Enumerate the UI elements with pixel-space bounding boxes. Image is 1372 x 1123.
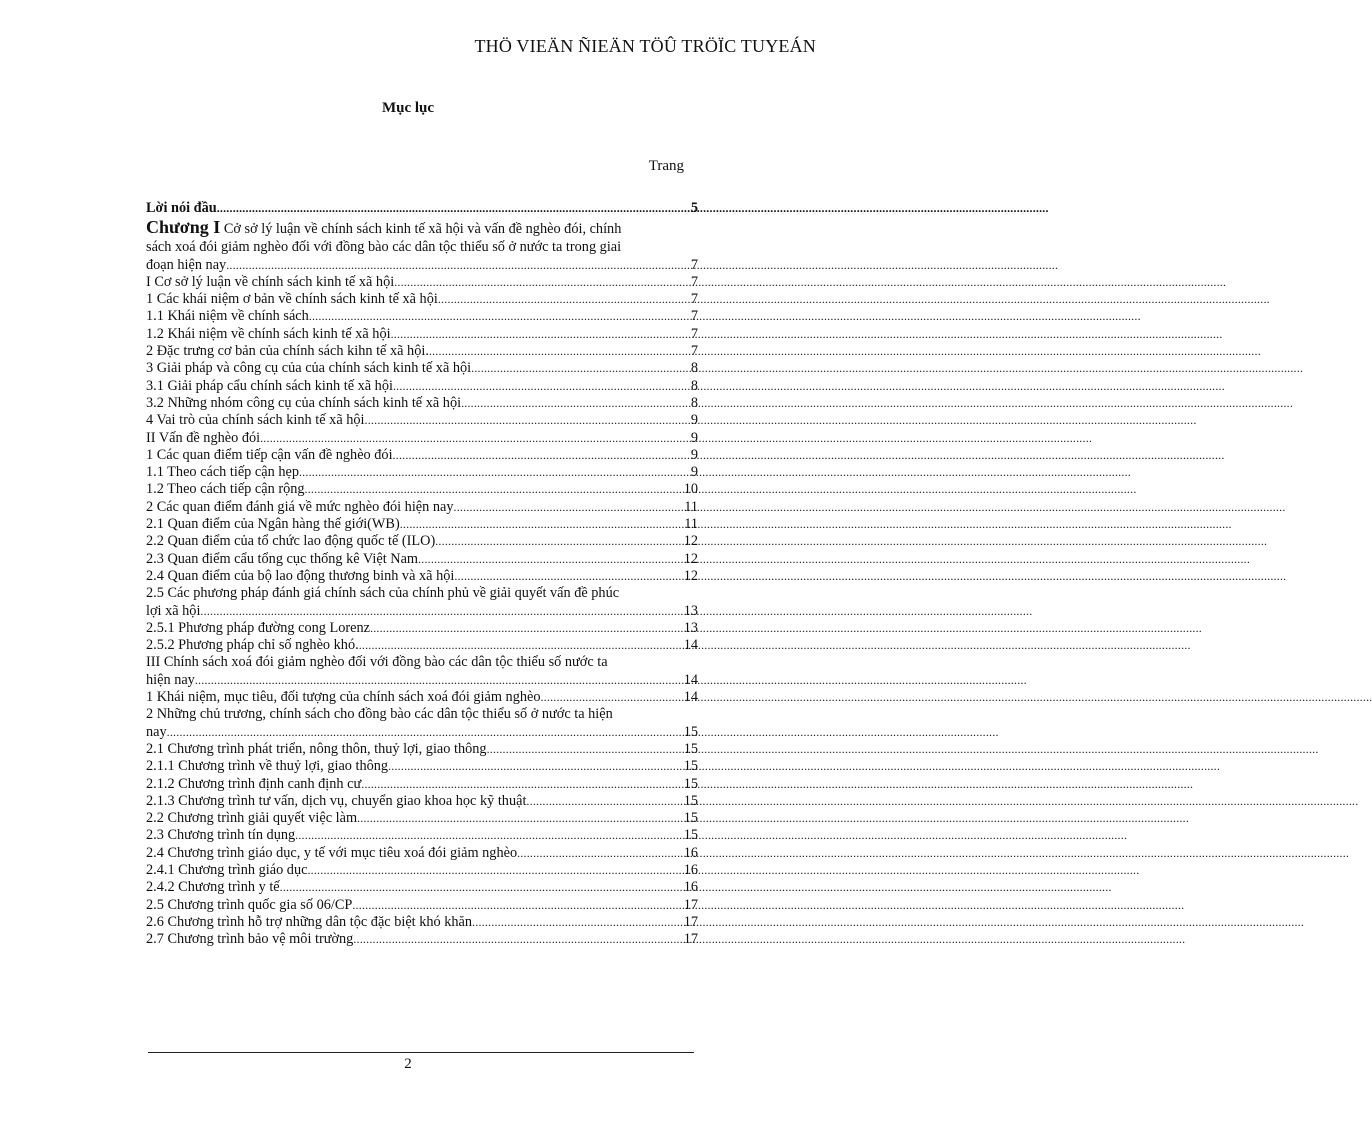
table-of-contents <box>146 200 698 948</box>
toc-label: 2.5.1 Phương pháp đường cong Lorenz <box>146 619 370 636</box>
dot-leader <box>472 914 683 931</box>
toc-label: 2 Đặc trưng cơ bản của chính sách kihn tế xã hội. <box>146 343 429 360</box>
toc-line <box>146 603 698 620</box>
toc-page: 17 <box>683 913 698 930</box>
toc-entry[interactable] <box>146 897 698 914</box>
toc-page: 15 <box>683 827 698 844</box>
dot-leader <box>526 793 682 810</box>
dot-leader <box>280 879 683 896</box>
toc-label: 2.4.1 Chương trình giáo dục <box>146 861 308 878</box>
toc-page: 12 <box>683 533 698 550</box>
toc-label: 2.5 Chương trình quốc gia số 06/CP <box>146 896 353 913</box>
toc-entry[interactable] <box>146 378 698 395</box>
page-column-label: Trang <box>648 158 684 174</box>
toc-page: 7 <box>690 308 698 325</box>
toc-label: 1 Các quan điểm tiếp cận vấn đề nghèo đói <box>146 446 393 463</box>
toc-label: 2.4 Quan điểm của bộ lao động thương binh và xã hội <box>146 567 455 584</box>
toc-label: Lời nói đầu <box>146 200 217 216</box>
toc-page: 7 <box>690 325 698 342</box>
toc-label: 2.4 Chương trình giáo dục, y tế với mục tiêu xoá đói giảm nghèo <box>146 844 518 861</box>
toc-label: 2.2 Chương trình giải quyết việc làm <box>146 810 358 827</box>
toc-entry-2-5[interactable] <box>146 585 698 620</box>
toc-entry[interactable] <box>146 464 698 481</box>
toc-label: 2.1.1 Chương trình về thuỷ lợi, giao thông <box>146 758 389 775</box>
toc-page: 15 <box>683 775 698 792</box>
toc-page: 7 <box>690 273 698 290</box>
dot-leader <box>357 810 683 827</box>
dot-leader <box>370 620 683 637</box>
toc-page: 17 <box>683 931 698 948</box>
dot-leader <box>461 395 690 412</box>
toc-line: sách xoá đói giảm nghèo đối với đồng bào các dân tộc thiểu số ở nước ta trong giai <box>146 239 622 256</box>
toc-entry[interactable] <box>146 776 698 793</box>
toc-label: nay <box>146 723 167 740</box>
toc-entry-2b[interactable] <box>146 706 698 741</box>
dot-leader <box>167 724 683 741</box>
toc-label: II Vấn đề nghèo đói <box>146 429 261 446</box>
toc-entry[interactable] <box>146 810 698 827</box>
page-number: 2 <box>404 1056 412 1072</box>
dot-leader <box>361 776 682 793</box>
toc-label: 2 Các quan điểm đánh giá về mức nghèo đói hiện nay <box>146 498 454 515</box>
toc-label: 2.1.2 Chương trình định canh định cư <box>146 775 362 792</box>
dot-leader <box>454 499 684 516</box>
dot-leader <box>418 551 683 568</box>
toc-label: 2.6 Chương trình hỗ trợ những dân tộc đặc biệt khó khăn <box>146 913 473 930</box>
toc-label: 1.1 Khái niệm về chính sách <box>146 308 309 325</box>
toc-label: 2.1.3 Chương trình tư vấn, dịch vụ, chuyển giao khoa học kỹ thuật <box>146 792 527 809</box>
dot-leader <box>299 464 690 481</box>
toc-label: 1 Khái niệm, mục tiêu, đối tượng của chính sách xoá đói giảm nghèo <box>146 689 541 706</box>
dot-leader <box>391 326 690 343</box>
toc-page: 15 <box>683 810 698 827</box>
toc-entry[interactable] <box>146 499 698 516</box>
dot-leader <box>260 430 690 447</box>
toc-label: 2.3 Chương trình tín dụng <box>146 827 296 844</box>
toc-page: 16 <box>683 861 698 878</box>
toc-entry[interactable] <box>146 568 698 585</box>
toc-entry[interactable] <box>146 481 698 498</box>
toc-page: 8 <box>690 377 698 394</box>
dot-leader <box>400 516 684 533</box>
toc-page: 13 <box>683 619 698 636</box>
toc-entry[interactable] <box>146 326 698 343</box>
toc-line: III Chính sách xoá đói giảm nghèo đối với đồng bào các dân tộc thiểu số nước ta <box>146 654 608 671</box>
toc-entry[interactable] <box>146 862 698 879</box>
toc-entry[interactable] <box>146 551 698 568</box>
toc-page: 8 <box>690 394 698 411</box>
dot-leader <box>429 343 690 360</box>
dot-leader <box>388 758 683 775</box>
toc-entry[interactable] <box>146 412 698 429</box>
toc-page: 7 <box>690 343 698 360</box>
toc-page: 7 <box>690 256 698 273</box>
toc-page: 16 <box>683 879 698 896</box>
dot-leader <box>438 291 690 308</box>
toc-entry[interactable] <box>146 758 698 775</box>
toc-page: 7 <box>690 291 698 308</box>
toc-label: 4 Vai trò của chính sách kinh tế xã hội <box>146 412 365 429</box>
toc-entry[interactable] <box>146 827 698 844</box>
toc-label: 1.1 Theo cách tiếp cận hẹp <box>146 464 299 481</box>
dot-leader <box>226 257 690 274</box>
toc-line <box>146 217 698 239</box>
toc-page: 15 <box>683 740 698 757</box>
toc-entry[interactable] <box>146 689 698 706</box>
toc-label: 1.2 Khái niệm về chính sách kinh tế xã hội <box>146 325 391 342</box>
footer-rule <box>148 1052 694 1053</box>
toc-page: 10 <box>683 481 698 498</box>
toc-entry[interactable] <box>146 430 698 447</box>
dot-leader <box>487 741 683 758</box>
toc-label: 2.2 Quan điểm của tổ chức lao động quốc tế (ILO) <box>146 533 436 550</box>
dot-leader <box>393 378 690 395</box>
toc-entry-III[interactable] <box>146 654 698 689</box>
toc-page: 8 <box>690 360 698 377</box>
toc-label: 1 Các khái niệm ơ bản về chính sách kinh tế xã hội <box>146 291 438 308</box>
toc-line <box>146 672 698 689</box>
dot-leader <box>393 447 690 464</box>
toc-label: 2.4.2 Chương trình y tế <box>146 879 280 896</box>
dot-leader <box>305 481 683 498</box>
toc-page: 17 <box>683 896 698 913</box>
toc-entry[interactable] <box>146 741 698 758</box>
dot-leader <box>217 200 690 217</box>
dot-leader <box>200 603 682 620</box>
toc-entry-intro[interactable] <box>146 200 698 217</box>
toc-label: 2.5.2 Phương pháp chỉ số nghèo khó. <box>146 637 359 654</box>
toc-entry[interactable] <box>146 291 698 308</box>
toc-label: 3.1 Giải pháp cẩu chính sách kinh tế xã hội <box>146 377 393 394</box>
toc-line: 2.5 Các phương pháp đánh giá chính sách của chính phủ về giải quyết vấn đề phúc <box>146 585 620 602</box>
dot-leader <box>309 308 690 325</box>
toc-page: 9 <box>690 429 698 446</box>
toc-page: 11 <box>684 516 698 533</box>
toc-label: 2.3 Quan điểm cẩu tổng cục thống kê Việt Nam <box>146 550 419 567</box>
toc-label: 2.1 Quan điểm của Ngân hàng thế giới(WB) <box>146 516 400 533</box>
toc-line <box>146 724 698 741</box>
dot-leader <box>471 360 690 377</box>
dot-leader <box>454 568 682 585</box>
toc-label: 2.1 Chương trình phát triển, nông thôn, thuỷ lợi, giao thông <box>146 740 487 757</box>
toc-entry[interactable] <box>146 879 698 896</box>
toc-page: 15 <box>683 758 698 775</box>
toc-entry[interactable] <box>146 931 698 948</box>
dot-leader <box>365 412 690 429</box>
toc-page: 14 <box>683 689 698 706</box>
toc-page: 9 <box>690 412 698 429</box>
toc-entry[interactable] <box>146 914 698 931</box>
toc-entry[interactable] <box>146 395 698 412</box>
chapter-label: Chương I <box>146 217 221 238</box>
toc-label: I Cơ sở lý luận về chính sách kinh tế xã hội <box>146 273 395 290</box>
dot-leader <box>307 862 682 879</box>
dot-leader <box>394 274 690 291</box>
toc-label: hiện nay <box>146 671 195 688</box>
toc-page: 15 <box>683 723 698 740</box>
toc-entry[interactable] <box>146 793 698 810</box>
toc-page: 5 <box>690 200 698 216</box>
running-header: THÖ VIEÄN ÑIEÄN TÖÛ TRÖÏC TUYEÁN <box>474 36 816 56</box>
toc-entry[interactable] <box>146 620 698 637</box>
toc-page: 12 <box>683 550 698 567</box>
toc-entry[interactable] <box>146 343 698 360</box>
toc-page: 9 <box>690 446 698 463</box>
toc-page: 14 <box>683 637 698 654</box>
dot-leader <box>353 931 682 948</box>
dot-leader <box>352 897 682 914</box>
toc-entry[interactable] <box>146 533 698 550</box>
toc-group-a <box>146 274 698 585</box>
dot-leader <box>540 689 682 706</box>
toc-entry[interactable] <box>146 360 698 377</box>
dot-leader <box>295 827 683 844</box>
toc-label: 1.2 Theo cách tiếp cận rộng <box>146 481 305 498</box>
toc-page: 13 <box>683 602 698 619</box>
dot-leader <box>359 637 683 654</box>
toc-entry[interactable] <box>146 516 698 533</box>
toc-entry-chapter-1[interactable] <box>146 217 698 274</box>
dot-leader <box>435 533 682 550</box>
toc-entry[interactable] <box>146 447 698 464</box>
toc-page: 15 <box>683 792 698 809</box>
toc-label: đoạn hiện nay <box>146 256 227 273</box>
dot-leader <box>517 845 683 862</box>
toc-entry[interactable] <box>146 274 698 291</box>
page-title: Mục lục <box>381 100 435 116</box>
toc-group-c <box>146 741 698 949</box>
dot-leader <box>195 672 683 689</box>
toc-page: 11 <box>684 498 698 515</box>
toc-page: 14 <box>683 671 698 688</box>
toc-entry[interactable] <box>146 845 698 862</box>
toc-line <box>146 257 698 274</box>
toc-line: 2 Những chủ trương, chính sách cho đồng bào các dân tộc thiểu số ở nước ta hiện <box>146 706 613 723</box>
toc-page: 9 <box>690 464 698 481</box>
toc-entry[interactable] <box>146 637 698 654</box>
toc-label: Cở sở lý luận về chính sách kinh tế xã hội và vấn đề nghèo đói, chính <box>220 221 622 238</box>
toc-entry[interactable] <box>146 308 698 325</box>
toc-page: 16 <box>683 844 698 861</box>
toc-label: 3 Giải pháp và công cụ của của chính sách kinh tế xã hội <box>146 360 472 377</box>
toc-label: 2.7 Chương trình bảo vệ môi trường <box>146 931 354 948</box>
toc-label: lợi xã hội <box>146 602 201 619</box>
toc-label: 3.2 Những nhóm công cụ của chính sách kinh tế xã hội <box>146 394 462 411</box>
toc-group-b <box>146 620 698 655</box>
toc-page: 12 <box>683 567 698 584</box>
